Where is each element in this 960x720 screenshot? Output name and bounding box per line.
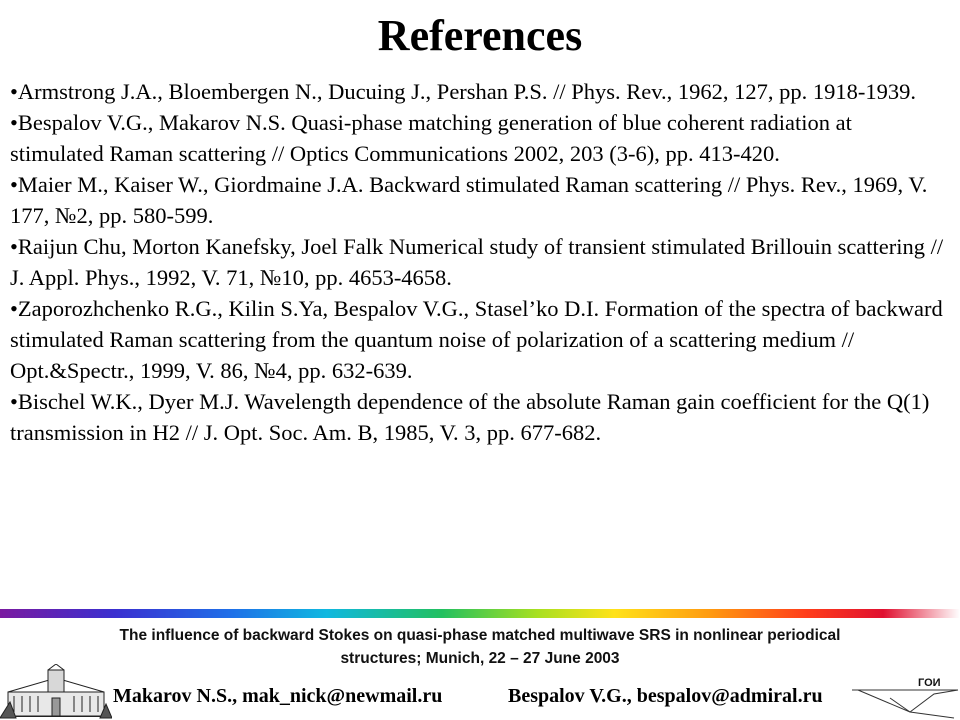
reference-text: Armstrong J.A., Bloembergen N., Ducuing J., Pershan P.S. // Phys. Rev., 1962, 127, pp. 1918-1939. [17, 79, 917, 104]
reference-item [10, 386, 945, 448]
reference-text: Maier M., Kaiser W., Giordmaine J.A. Backward stimulated Raman scattering // Phys. Rev., 1969, V. 177, №2, pp. 580-599. [10, 172, 928, 228]
institute-building-icon [0, 664, 112, 720]
reference-text: Raijun Chu, Morton Kanefsky, Joel Falk Numerical study of transient stimulated Brillouin scattering // J. Appl. Phys., 1992, V. 71, №10, pp. 4653-4658. [10, 234, 944, 290]
spectrum-divider [0, 609, 960, 618]
goi-logo-text: ГОИ [918, 677, 941, 689]
reference-item [10, 231, 945, 293]
author-left: Makarov N.S., mak_nick@newmail.ru [113, 685, 443, 707]
conference-line-1: The influence of backward Stokes on quasi-phase matched multiwave SRS in nonlinear periodical [119, 627, 841, 644]
page-title: References [377, 11, 583, 60]
reference-text: Bespalov V.G., Makarov N.S. Quasi-phase matching generation of blue coherent radiation at stimulated Raman scattering // Optics Communications 2002, 203 (3-6), pp. 413-420. [10, 110, 852, 166]
bullet: • [10, 389, 18, 414]
reference-item [10, 76, 945, 107]
author-right: Bespalov V.G., bespalov@admiral.ru [508, 685, 823, 707]
conference-line-2: structures; Munich, 22 – 27 June 2003 [340, 650, 620, 667]
bullet: • [10, 172, 18, 197]
reference-item [10, 293, 945, 386]
reference-text: Bischel W.K., Dyer M.J. Wavelength dependence of the absolute Raman gain coefficient for the Q(1) transmission in H2 // J. Opt. Soc. Am. B, 1985, V. 3, pp. 677-682. [10, 389, 930, 445]
conference-footer [60, 624, 900, 670]
reference-item [10, 107, 945, 169]
bullet: • [10, 296, 18, 321]
bullet: • [10, 110, 18, 135]
reference-text: Zaporozhchenko R.G., Kilin S.Ya, Bespalov V.G., Stasel’ko D.I. Formation of the spectra of backward stimulated Raman scattering from the quantum noise of polarization of a scattering medium // Opt.&Spectr., 1999, V. 86, №4, pp. 632-639. [10, 296, 943, 383]
goi-logo-icon [850, 672, 960, 720]
reference-item [10, 169, 945, 231]
bullet: • [10, 79, 18, 104]
reference-list [10, 76, 945, 448]
bullet: • [10, 234, 18, 259]
